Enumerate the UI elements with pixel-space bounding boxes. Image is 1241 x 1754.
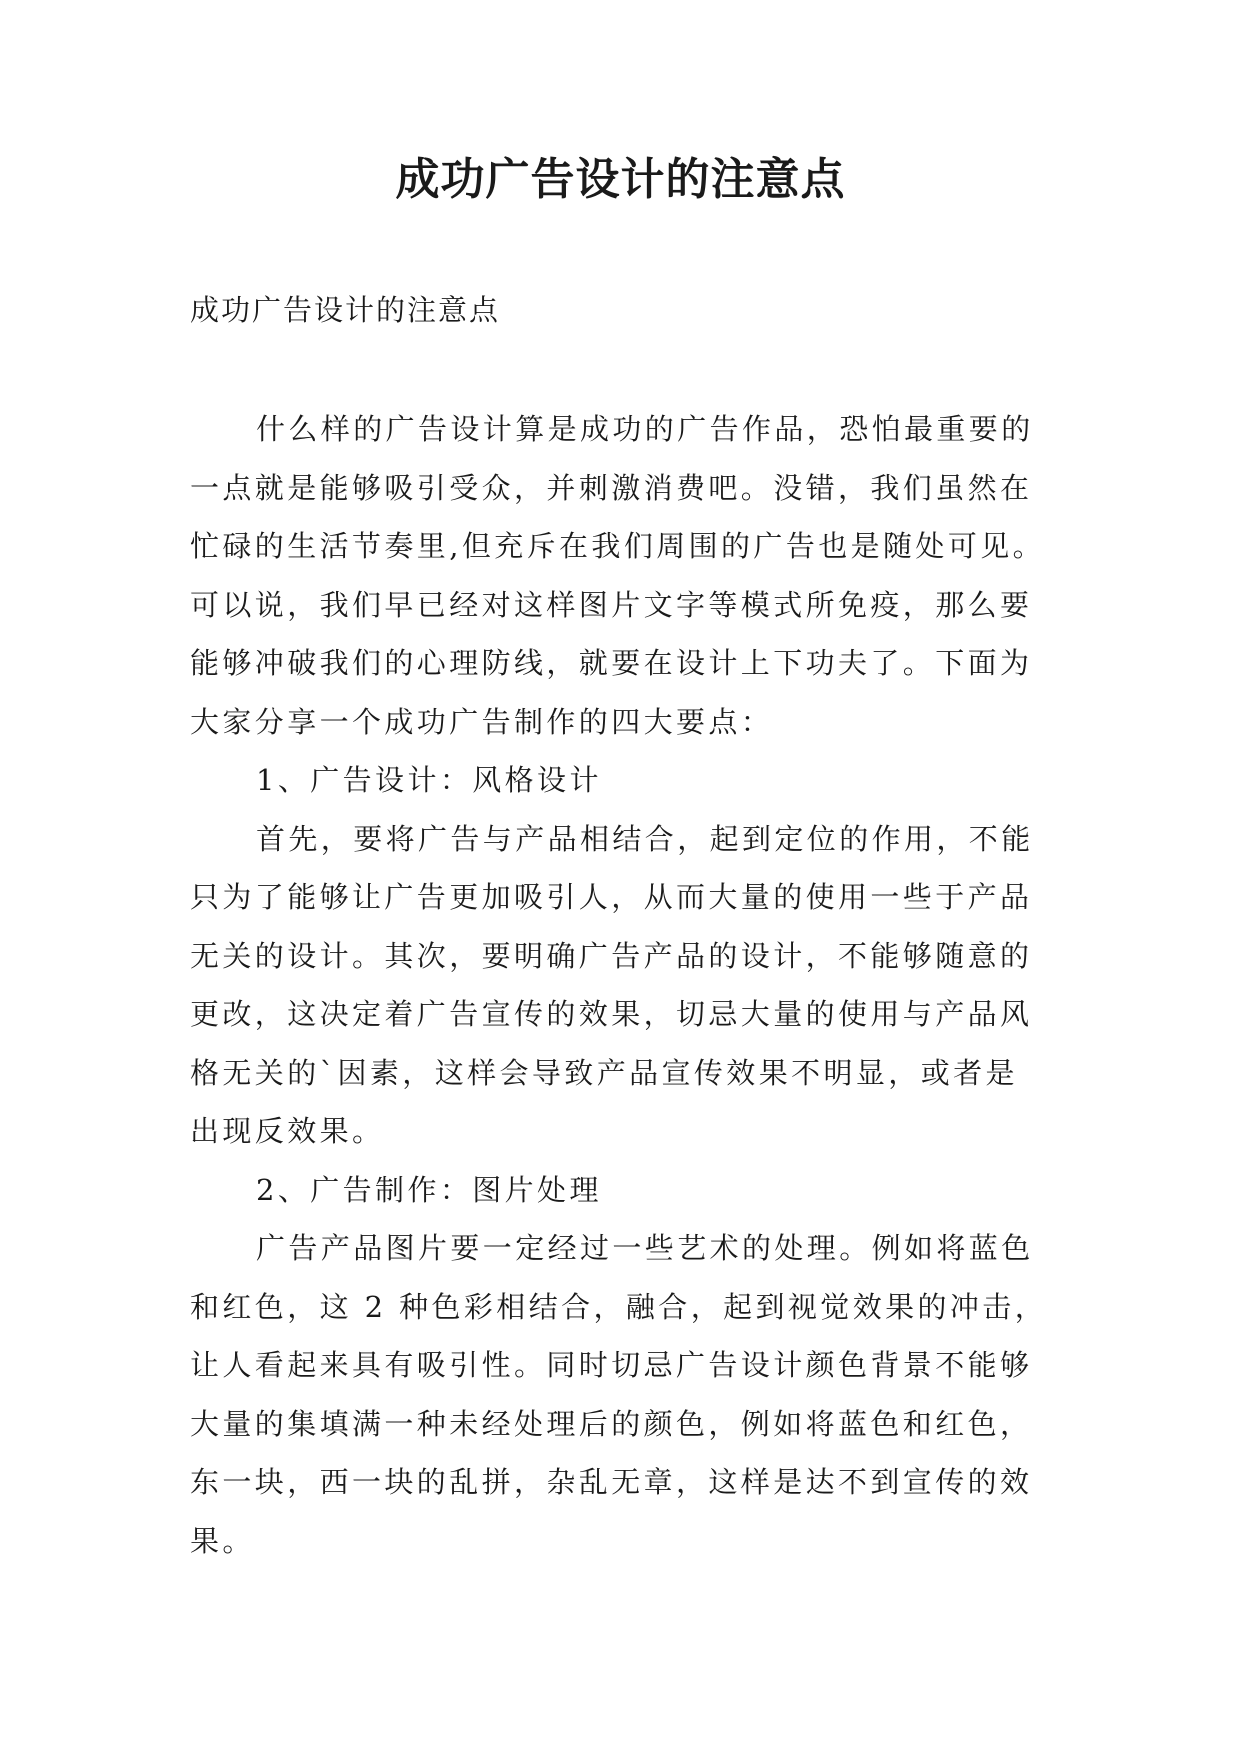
text-line: 首先，要将广告与产品相结合，起到定位的作用，不能 xyxy=(256,821,1034,856)
text-line: 能够冲破我们的心理防线，就要在设计上下功夫了。下面为 xyxy=(190,646,1033,680)
text-line: 果。 xyxy=(190,1523,255,1558)
text-line: 让人看起来具有吸引性。同时切忌广告设计颜色背景不能够 xyxy=(190,1348,1033,1382)
text-line: 大量的集填满一种未经处理后的颜色，例如将蓝色和红色， xyxy=(190,1406,1033,1441)
text-line: 大家分享一个成功广告制作的四大要点： xyxy=(190,704,774,739)
text-line: 和红色，这 2 种色彩相结合，融合，起到视觉效果的冲击， xyxy=(190,1289,1048,1324)
text-line: 出现反效果。 xyxy=(190,1114,385,1148)
text-line: 什么样的广告设计算是成功的广告作品，恐怕最重要的 xyxy=(256,412,1034,446)
document-title: 成功广告设计的注意点 xyxy=(395,154,846,205)
text-line: 更改，这决定着广告宣传的效果，切忌大量的使用与产品风 xyxy=(190,997,1033,1031)
text-line: 一点就是能够吸引受众，并刺激消费吧。没错，我们虽然在 xyxy=(190,470,1033,505)
text-line: 只为了能够让广告更加吸引人，从而大量的使用一些于产品 xyxy=(190,880,1033,914)
document-subtitle: 成功广告设计的注意点 xyxy=(190,293,501,327)
document-body xyxy=(190,400,1060,1570)
text-line: 可以说，我们早已经对这样图片文字等模式所免疫，那么要 xyxy=(190,587,1033,622)
text-line: 2、广告制作：图片处理 xyxy=(256,1172,602,1207)
text-line: 忙碌的生活节奏里,但充斥在我们周围的广告也是随处可见。 xyxy=(190,529,1046,563)
text-line: 广告产品图片要一定经过一些艺术的处理。例如将蓝色 xyxy=(256,1231,1034,1265)
text-line: 格无关的`因素，这样会导致产品宣传效果不明显，或者是 xyxy=(190,1055,1018,1090)
text-line: 东一块，西一块的乱拼，杂乱无章，这样是达不到宣传的效 xyxy=(190,1465,1033,1499)
text-line: 无关的设计。其次，要明确广告产品的设计，不能够随意的 xyxy=(190,938,1033,973)
text-line: 1、广告设计：风格设计 xyxy=(256,763,602,797)
